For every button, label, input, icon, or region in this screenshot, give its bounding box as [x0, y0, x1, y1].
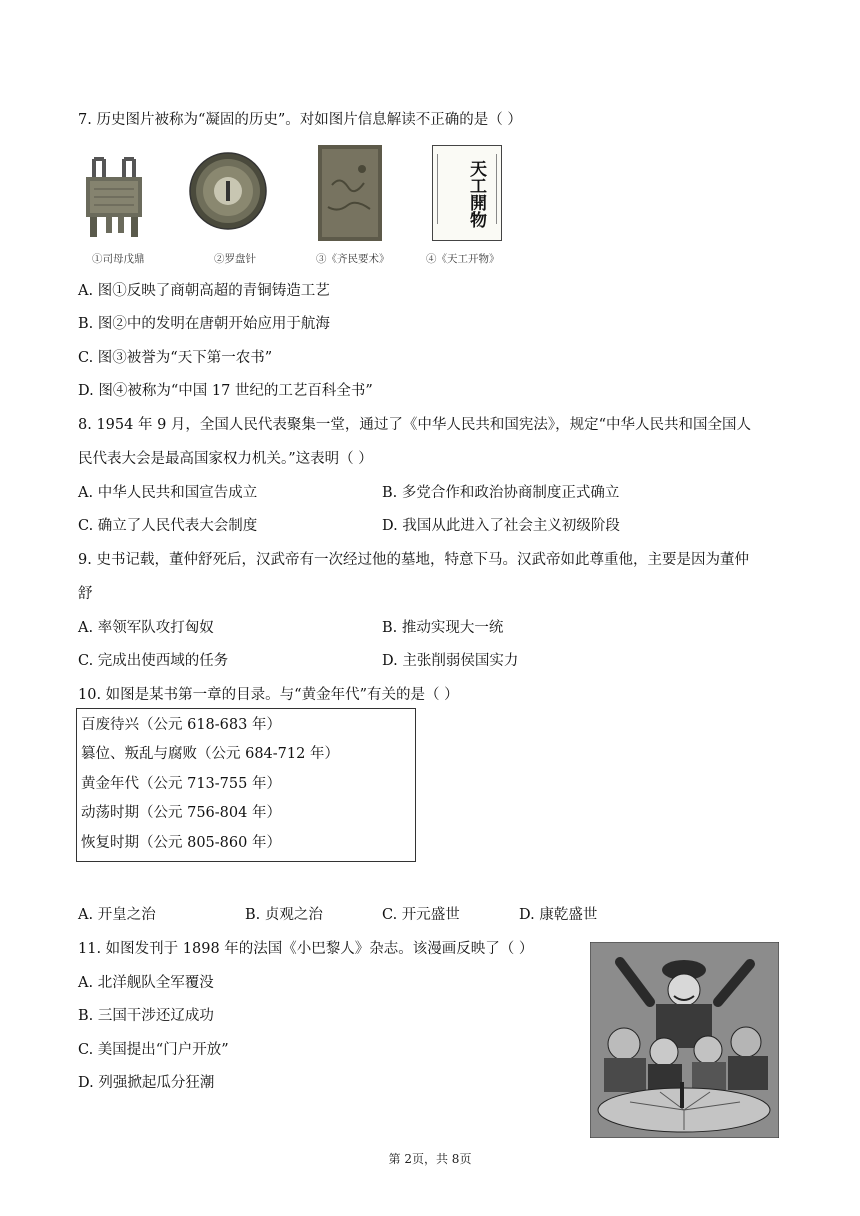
caption-2: ②罗盘针	[214, 253, 256, 265]
toc-item: 篡位、叛乱与腐败（公元 684-712 年）	[81, 746, 339, 762]
toc-item: 恢复时期（公元 805-860 年）	[81, 835, 281, 851]
q10-stem: 10. 如图是某书第一章的目录。与“黄金年代”有关的是（ ）	[78, 687, 459, 703]
page-footer: 第 2页，共 8页	[388, 1152, 472, 1166]
caption-4: ④《天工开物》	[426, 253, 500, 265]
q10-option-b: B. 贞观之治	[245, 907, 323, 923]
q11-stem: 11. 如图发刊于 1898 年的法国《小巴黎人》杂志。该漫画反映了（ ）	[78, 941, 534, 957]
q11-option-b: B. 三国干涉还辽成功	[78, 1008, 214, 1024]
q7-option-d: D. 图④被称为“中国 17 世纪的工艺百科全书”	[78, 383, 373, 399]
q9-option-a: A. 率领军队攻打匈奴	[78, 620, 214, 636]
q8-option-a: A. 中华人民共和国宣告成立	[78, 485, 258, 501]
compass-image	[188, 145, 268, 241]
bronze-ding-image	[78, 145, 150, 241]
q7-option-c: C. 图③被誉为“天下第一农书”	[78, 350, 273, 366]
q7-option-a: A. 图①反映了商朝高超的青铜铸造工艺	[78, 283, 330, 299]
political-cartoon-image	[590, 942, 779, 1138]
q8-stem-line2: 民代表大会是最高国家权力机关。”这表明（ ）	[78, 451, 373, 467]
q9-stem-line1: 9. 史书记载，董仲舒死后，汉武帝有一次经过他的墓地，特意下马。汉武帝如此尊重他，主要是因为董仲	[78, 552, 749, 568]
caption-3: ③《齐民要术》	[316, 253, 390, 265]
q8-option-b: B. 多党合作和政治协商制度正式确立	[382, 485, 620, 501]
q10-option-c: C. 开元盛世	[382, 907, 460, 923]
toc-item: 动荡时期（公元 756-804 年）	[81, 805, 281, 821]
tiangong-kaiwu-cover-image	[432, 145, 502, 241]
toc-item: 黄金年代（公元 713-755 年）	[81, 776, 281, 792]
table-of-contents-box	[76, 708, 416, 862]
q7-option-b: B. 图②中的发明在唐朝开始应用于航海	[78, 316, 330, 332]
q9-option-c: C. 完成出使西域的任务	[78, 653, 229, 669]
q11-option-a: A. 北洋舰队全军覆没	[78, 975, 214, 991]
q10-option-a: A. 开皇之治	[78, 907, 156, 923]
q8-option-d: D. 我国从此进入了社会主义初级阶段	[382, 518, 620, 534]
q11-option-d: D. 列强掀起瓜分狂潮	[78, 1075, 215, 1091]
q9-option-d: D. 主张削弱侯国实力	[382, 653, 519, 669]
q8-stem-line1: 8. 1954 年 9 月，全国人民代表聚集一堂，通过了《中华人民共和国宪法》，规定“中华人民共和国全国人	[78, 417, 752, 433]
q9-option-b: B. 推动实现大一统	[382, 620, 504, 636]
qimin-yaoshu-book-image	[318, 145, 382, 241]
book-cover-title: 天工開物	[466, 160, 486, 228]
q8-option-c: C. 确立了人民代表大会制度	[78, 518, 258, 534]
q9-stem-line2: 舒	[78, 586, 93, 602]
q10-option-d: D. 康乾盛世	[519, 907, 598, 923]
q11-option-c: C. 美国提出“门户开放”	[78, 1042, 229, 1058]
q7-image-strip	[78, 145, 518, 270]
toc-item: 百废待兴（公元 618-683 年）	[81, 717, 281, 733]
caption-1: ①司母戊鼎	[92, 253, 145, 265]
q7-stem: 7. 历史图片被称为“凝固的历史”。对如图片信息解读不正确的是（ ）	[78, 112, 522, 128]
